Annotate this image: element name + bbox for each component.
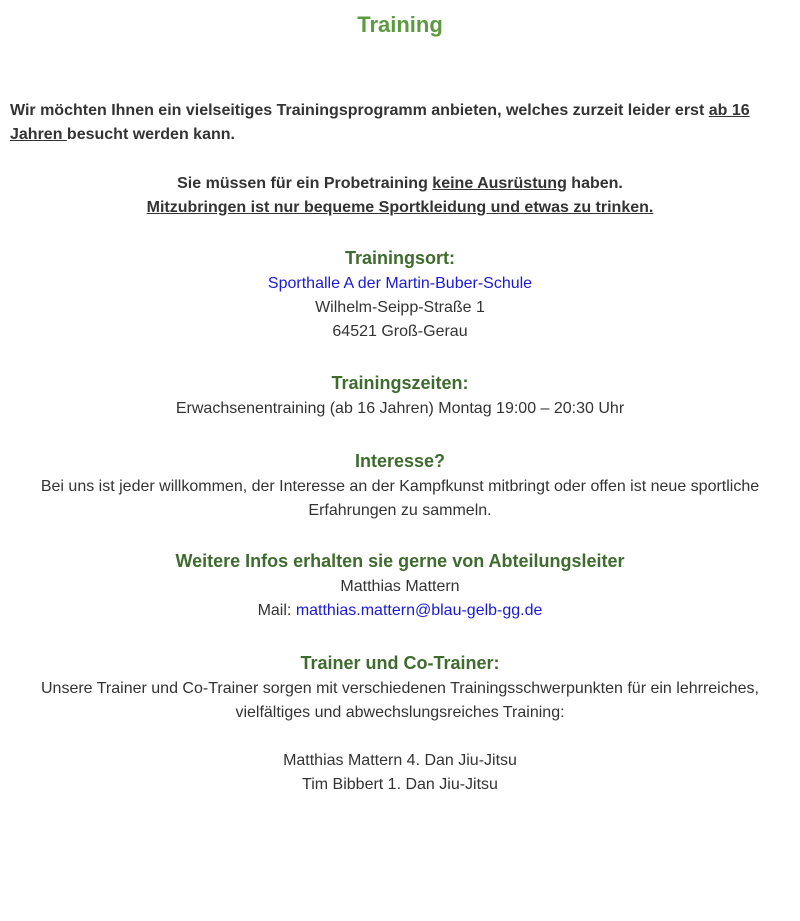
mail-link[interactable]: matthias.mattern@blau-gelb-gg.de bbox=[295, 602, 543, 619]
equipment-section bbox=[0, 172, 800, 220]
trainer-list-item: Tim Bibbert 1. Dan Jiu-Jitsu bbox=[302, 776, 498, 793]
venue-link[interactable]: Sporthalle A der Martin-Buber-Schule bbox=[267, 275, 533, 292]
interest-heading: Interesse? bbox=[354, 451, 446, 471]
intro-paragraph bbox=[10, 99, 780, 147]
contact-mail-line bbox=[0, 599, 800, 623]
contact-section bbox=[0, 547, 800, 623]
equipment-no-gear-underlined: keine Ausrüstung bbox=[432, 175, 567, 192]
location-street: Wilhelm-Seipp-Straße 1 bbox=[315, 299, 485, 316]
times-heading: Trainingszeiten: bbox=[331, 373, 469, 393]
equipment-line-1-suffix: haben. bbox=[566, 175, 623, 192]
contact-heading: Weitere Infos erhalten sie gerne von Abteilungsleiter bbox=[175, 551, 625, 571]
page-title: Training bbox=[357, 12, 443, 37]
times-section bbox=[0, 369, 800, 421]
interest-section bbox=[0, 447, 800, 523]
intro-text-part2: besucht werden kann. bbox=[66, 126, 235, 143]
interest-text: Bei uns ist jeder willkommen, der Interesse an der Kampfkunst mitbringt oder offen ist neue sportliche Erfahrungen zu sammeln. bbox=[40, 478, 760, 519]
mail-label: Mail: bbox=[257, 602, 296, 619]
times-schedule: Erwachsenentraining (ab 16 Jahren) Montag 19:00 – 20:30 Uhr bbox=[175, 400, 625, 417]
location-heading: Trainingsort: bbox=[344, 248, 455, 268]
contact-name: Matthias Mattern bbox=[340, 578, 460, 595]
trainer-list-item: Matthias Mattern 4. Dan Jiu-Jitsu bbox=[283, 752, 517, 769]
location-section bbox=[0, 244, 800, 344]
location-city: 64521 Groß-Gerau bbox=[332, 323, 468, 340]
trainers-section bbox=[0, 649, 800, 797]
trainers-text: Unsere Trainer und Co-Trainer sorgen mit verschiedenen Trainingsschwerpunkten für ein lehrreiches, vielfältiges und abwechslungsreiches Training: bbox=[41, 680, 759, 721]
trainers-heading: Trainer und Co-Trainer: bbox=[300, 653, 500, 673]
spacer bbox=[0, 725, 800, 749]
intro-age-underlined: ab 16 Jahren bbox=[10, 102, 750, 143]
equipment-line-2: Mitzubringen ist nur bequeme Sportkleidung und etwas zu trinken. bbox=[146, 199, 654, 216]
equipment-line-1-prefix: Sie müssen für ein Probetraining bbox=[177, 175, 433, 192]
equipment-line-1 bbox=[0, 172, 800, 196]
intro-text-part1: Wir möchten Ihnen ein vielseitiges Trainingsprogramm anbieten, welches zurzeit leider erst bbox=[10, 102, 709, 119]
